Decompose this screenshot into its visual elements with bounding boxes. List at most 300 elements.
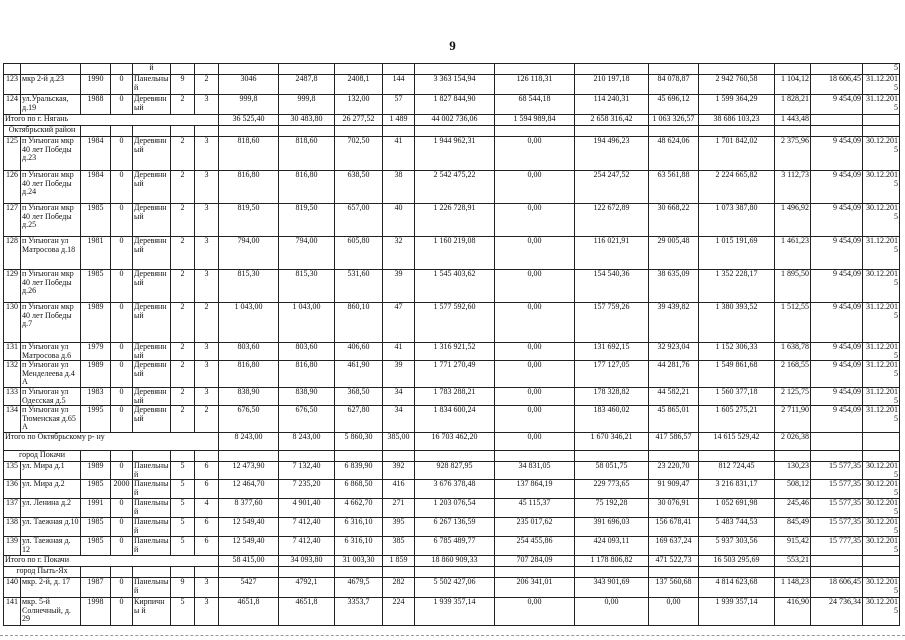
cell-total-area: 794,00 — [219, 237, 279, 270]
cell-number: 136 — [4, 480, 21, 499]
cell-material: Панельны й — [133, 462, 171, 480]
table-row — [4, 95, 900, 115]
cell-sections: 3 — [195, 95, 219, 115]
table-row — [4, 204, 900, 237]
section-label: город Пыть-Ях — [4, 567, 81, 578]
cell-empty — [863, 115, 900, 126]
cell-empty — [863, 433, 900, 451]
cell-empty — [495, 451, 575, 462]
cell-cost-fund: 0,00 — [495, 270, 575, 303]
cell-cost-total: 1 834 600,24 — [415, 406, 495, 433]
cell-area-3: 657,00 — [335, 204, 383, 237]
cell-floors: 5 — [171, 518, 195, 537]
cell-date: 31.12.201 5 — [863, 237, 900, 270]
cell-cost-region: 0,00 — [575, 598, 649, 626]
cell-cost-per-m2: 1 638,78 — [775, 343, 811, 361]
cell-number: 132 — [4, 361, 21, 388]
cell-total-area: 815,30 — [219, 270, 279, 303]
table-row-fragment — [4, 64, 900, 75]
cell-residents: 32 — [383, 237, 415, 270]
cell-cost-total: 3 363 154,94 — [415, 75, 495, 95]
cell-cost-region: 154 540,36 — [575, 270, 649, 303]
cell-cost-region: 75 192,28 — [575, 499, 649, 518]
cell-floors: 5 — [171, 480, 195, 499]
cell-year: 1991 — [81, 499, 111, 518]
cell-flag: 0 — [111, 204, 133, 237]
cell-cost-owners: 1 152 306,33 — [699, 343, 775, 361]
cell-total-area: 999,8 — [219, 95, 279, 115]
total-row — [4, 115, 900, 126]
cell-empty — [111, 451, 133, 462]
cell-material: Деревянн ый — [133, 303, 171, 343]
cell-empty — [171, 567, 195, 578]
cell-material: Панельны й — [133, 578, 171, 598]
cell-flag: 0 — [111, 270, 133, 303]
cell-flag: 0 — [111, 137, 133, 171]
table-row — [4, 361, 900, 388]
section-heading-row — [4, 567, 900, 578]
cell-address: ул. Мира д.1 — [21, 462, 81, 480]
table-row — [4, 462, 900, 480]
cell-date: 31.12.201 5 — [863, 303, 900, 343]
table-row — [4, 343, 900, 361]
cell-limit: 9 454,09 — [811, 137, 863, 171]
cell-limit: 24 736,34 — [811, 598, 863, 626]
cell-cost-fund: 0,00 — [495, 343, 575, 361]
cell-number: 137 — [4, 499, 21, 518]
cell-floors: 5 — [171, 537, 195, 556]
cell-residents: 40 — [383, 204, 415, 237]
cell-cost-region: 229 773,65 — [575, 480, 649, 499]
cell-cost-fund: 0,00 — [495, 388, 575, 406]
cell-sections: 4 — [195, 499, 219, 518]
cell-sections: 2 — [195, 75, 219, 95]
cell-cost-owners: 4 814 623,68 — [699, 578, 775, 598]
cell-area-2: 4 901,40 — [279, 499, 335, 518]
cell-number: 131 — [4, 343, 21, 361]
cell-cost-total: 16 703 462,20 — [415, 433, 495, 451]
cell-date: 30.12.201 5 — [863, 270, 900, 303]
cell-number: 126 — [4, 171, 21, 204]
cell-material: Панельны й — [133, 499, 171, 518]
cell-total-area: 819,50 — [219, 204, 279, 237]
cell-residents: 1 489 — [383, 115, 415, 126]
cell-cost-per-m2: 845,49 — [775, 518, 811, 537]
cell-cost-local: 471 522,73 — [649, 556, 699, 567]
cell-cost-region: 194 496,23 — [575, 137, 649, 171]
cell-flag: 0 — [111, 537, 133, 556]
cell-area-2: 2487,8 — [279, 75, 335, 95]
cell-cost-fund: 0,00 — [495, 361, 575, 388]
cell-residents: 1 859 — [383, 556, 415, 567]
cell-cost-region: 391 696,03 — [575, 518, 649, 537]
table-row — [4, 537, 900, 556]
cell-limit: 9 454,09 — [811, 388, 863, 406]
cell-limit: 9 454,09 — [811, 303, 863, 343]
cell-date: 30.12.201 5 — [863, 462, 900, 480]
cell-area-3: 132,00 — [335, 95, 383, 115]
cell-empty — [649, 126, 699, 137]
housing-register-table — [3, 63, 900, 626]
cell-cost-local: 137 560,68 — [649, 578, 699, 598]
cell-cost-per-m2: 1 512,55 — [775, 303, 811, 343]
cell-cost-total: 1 771 270,49 — [415, 361, 495, 388]
cell-limit: 15 577,35 — [811, 518, 863, 537]
cell-cost-region: 114 240,31 — [575, 95, 649, 115]
cell-area-3: 2408,1 — [335, 75, 383, 95]
cell-address: мкр. 2-й, д. 17 — [21, 578, 81, 598]
cell-year: 1984 — [81, 137, 111, 171]
cell-cost-per-m2: 2 168,55 — [775, 361, 811, 388]
table-row — [4, 270, 900, 303]
cell-limit: 18 606,45 — [811, 75, 863, 95]
cell-floors: 2 — [171, 406, 195, 433]
cell-cost-local: 30 076,91 — [649, 499, 699, 518]
cell-year: 1983 — [81, 388, 111, 406]
cell-empty — [649, 451, 699, 462]
cell-cost-local: 38 635,09 — [649, 270, 699, 303]
cell-sections: 3 — [195, 137, 219, 171]
cell-area-2: 816,80 — [279, 171, 335, 204]
cell-cost-local: 39 439,82 — [649, 303, 699, 343]
cell-cost-region: 131 692,15 — [575, 343, 649, 361]
cell-area-3: 26 277,52 — [335, 115, 383, 126]
cell-cost-owners: 1 015 191,69 — [699, 237, 775, 270]
cell-cost-per-m2: 130,23 — [775, 462, 811, 480]
cell-empty — [699, 567, 775, 578]
cell-date: 31.12.201 5 — [863, 343, 900, 361]
cell-cost-region: 2 658 316,42 — [575, 115, 649, 126]
cell-limit: 15 577,35 — [811, 462, 863, 480]
cell-number: 139 — [4, 537, 21, 556]
cell-empty — [415, 126, 495, 137]
cell-cost-fund: 0,00 — [495, 237, 575, 270]
cell-area-3: 31 003,30 — [335, 556, 383, 567]
cell-limit: 9 454,09 — [811, 204, 863, 237]
cell-cost-local: 417 586,57 — [649, 433, 699, 451]
cell-address: п Унъюган ул Менделеева д.4 А — [21, 361, 81, 388]
cell-address: п Унъюган мкр 40 лет Победы д.7 — [21, 303, 81, 343]
cell-date: 30.12.201 5 — [863, 598, 900, 626]
cell-address: ул.Уральская, д.19 — [21, 95, 81, 115]
cell-area-2: 8 243,00 — [279, 433, 335, 451]
cell-empty — [335, 451, 383, 462]
cell-material: Деревянн ый — [133, 343, 171, 361]
cell-cost-per-m2: 1 104,12 — [775, 75, 811, 95]
cell-cost-total: 2 542 475,22 — [415, 171, 495, 204]
cell-cost-fund: 254 455,86 — [495, 537, 575, 556]
cell-cost-per-m2: 1 443,48 — [775, 115, 811, 126]
cell-flag: 0 — [111, 75, 133, 95]
cell-year: 1981 — [81, 237, 111, 270]
table-row — [4, 388, 900, 406]
cell-cost-owners: 1 560 377,18 — [699, 388, 775, 406]
section-label: Октябрьский район — [4, 126, 81, 137]
cell-material: Панельны й — [133, 518, 171, 537]
cell-cost-total: 3 676 378,48 — [415, 480, 495, 499]
cell-area-3: 461,90 — [335, 361, 383, 388]
cell-material: Деревянн ый — [133, 388, 171, 406]
cell-empty — [863, 567, 900, 578]
cell-total-area: 803,60 — [219, 343, 279, 361]
cell-date: 31.12.201 5 — [863, 406, 900, 433]
cell-cost-region: 122 672,89 — [575, 204, 649, 237]
cell-area-2: 819,50 — [279, 204, 335, 237]
cell-residents: 38 — [383, 171, 415, 204]
cell-date: 5 — [863, 64, 900, 75]
cell-date: 30.12.201 5 — [863, 480, 900, 499]
cell-cost-owners: 1 701 842,02 — [699, 137, 775, 171]
cell-empty — [195, 451, 219, 462]
cell-empty — [81, 451, 111, 462]
cell-cost-owners: 16 503 295,69 — [699, 556, 775, 567]
cell-empty — [775, 126, 811, 137]
cell-cost-fund: 137 864,19 — [495, 480, 575, 499]
cell-empty — [495, 126, 575, 137]
cell-address: п Унъюган ул Матросова д.6 — [21, 343, 81, 361]
cell-area-2: 803,60 — [279, 343, 335, 361]
cell-cost-local: 23 220,70 — [649, 462, 699, 480]
cell-area-3: 368,50 — [335, 388, 383, 406]
cell-floors: 2 — [171, 270, 195, 303]
cell-date: 30.12.201 5 — [863, 499, 900, 518]
cell-total-area: 12 549,40 — [219, 537, 279, 556]
cell-empty — [575, 451, 649, 462]
cell-date: 30.12.201 5 — [863, 204, 900, 237]
cell-empty — [415, 451, 495, 462]
table-row — [4, 578, 900, 598]
cell-cost-local: 44 582,21 — [649, 388, 699, 406]
cell-flag: 0 — [111, 237, 133, 270]
cell-year: 1990 — [81, 75, 111, 95]
cell-cost-per-m2: 915,42 — [775, 537, 811, 556]
cell-cost-fund: 0,00 — [495, 433, 575, 451]
cell-floors: 9 — [171, 578, 195, 598]
cell-cost-owners: 2 942 760,58 — [699, 75, 775, 95]
cell-residents: 392 — [383, 462, 415, 480]
cell-empty — [383, 567, 415, 578]
cell-empty — [279, 567, 335, 578]
cell-cost-local: 169 637,24 — [649, 537, 699, 556]
cell-date: 30.12.201 5 — [863, 578, 900, 598]
cell-cost-fund: 34 831,05 — [495, 462, 575, 480]
cell-cost-total: 1 827 844,90 — [415, 95, 495, 115]
table-row — [4, 303, 900, 343]
cell-total-area: 4651,8 — [219, 598, 279, 626]
cell-material: Деревянн ый — [133, 95, 171, 115]
cell-residents: 39 — [383, 361, 415, 388]
cell-residents: 271 — [383, 499, 415, 518]
cell-cost-owners: 5 937 303,56 — [699, 537, 775, 556]
cell-residents: 416 — [383, 480, 415, 499]
cell-material: Панельны й — [133, 75, 171, 95]
cell-flag: 0 — [111, 499, 133, 518]
cell-floors: 5 — [171, 462, 195, 480]
cell-total-area: 8 377,60 — [219, 499, 279, 518]
cell-cost-region: 183 460,02 — [575, 406, 649, 433]
cell-material: й — [133, 64, 171, 75]
cell-area-2: 818,60 — [279, 137, 335, 171]
cell-sections: 3 — [195, 204, 219, 237]
cell-cost-owners: 1 380 393,52 — [699, 303, 775, 343]
cell-address: ул. Таежная д.10 — [21, 518, 81, 537]
cell-number: 129 — [4, 270, 21, 303]
cell-address: п Унъюган ул Тюменская д.65 А — [21, 406, 81, 433]
cell-empty — [81, 567, 111, 578]
cell-cost-per-m2: 2 711,90 — [775, 406, 811, 433]
table-row — [4, 137, 900, 171]
cell-area-2: 4651,8 — [279, 598, 335, 626]
cell-cost-per-m2: 1 496,92 — [775, 204, 811, 237]
cell-floors: 2 — [171, 303, 195, 343]
cell-empty — [133, 567, 171, 578]
cell-year: 1998 — [81, 598, 111, 626]
cell-limit: 18 606,45 — [811, 578, 863, 598]
cell-empty — [335, 126, 383, 137]
cell-cost-total: 1 203 076,54 — [415, 499, 495, 518]
cell-empty — [811, 556, 863, 567]
page-bottom-edge — [0, 635, 905, 638]
cell-year: 1989 — [81, 361, 111, 388]
cell-area-3: 627,80 — [335, 406, 383, 433]
cell-year: 1985 — [81, 518, 111, 537]
cell-cost-fund: 707 284,09 — [495, 556, 575, 567]
cell-residents: 144 — [383, 75, 415, 95]
cell-empty — [111, 567, 133, 578]
cell-cost-local: 63 561,88 — [649, 171, 699, 204]
cell-sections: 2 — [195, 303, 219, 343]
cell-cost-local: 91 909,47 — [649, 480, 699, 499]
cell-empty — [575, 126, 649, 137]
cell-cost-owners: 3 216 831,17 — [699, 480, 775, 499]
cell-year: 1985 — [81, 480, 111, 499]
cell-cost-local: 84 078,87 — [649, 75, 699, 95]
cell-cost-fund: 0,00 — [495, 303, 575, 343]
cell-cost-owners: 2 224 665,82 — [699, 171, 775, 204]
table-row — [4, 171, 900, 204]
cell-floors: 2 — [171, 343, 195, 361]
cell-limit: 15 577,35 — [811, 499, 863, 518]
cell-limit: 9 454,09 — [811, 406, 863, 433]
cell-flag: 0 — [111, 361, 133, 388]
cell-area-3: 605,80 — [335, 237, 383, 270]
cell-empty — [195, 126, 219, 137]
cell-cost-owners: 1 599 364,29 — [699, 95, 775, 115]
cell-cost-per-m2: 508,12 — [775, 480, 811, 499]
table-row — [4, 237, 900, 270]
cell-empty — [811, 567, 863, 578]
cell-number: 130 — [4, 303, 21, 343]
cell-area-3: 531,60 — [335, 270, 383, 303]
cell-limit: 15 577,35 — [811, 480, 863, 499]
cell-total-area: 818,60 — [219, 137, 279, 171]
cell-empty — [195, 567, 219, 578]
cell-flag: 0 — [111, 518, 133, 537]
total-label: Итого по г. Нягань — [4, 115, 219, 126]
cell-sections: 3 — [195, 598, 219, 626]
section-heading-row — [4, 451, 900, 462]
cell-cost-total: 6 267 136,59 — [415, 518, 495, 537]
cell-cost-fund: 126 118,31 — [495, 75, 575, 95]
table-row — [4, 598, 900, 626]
cell-year: 1988 — [81, 95, 111, 115]
cell-flag: 2000 — [111, 480, 133, 499]
cell-date: 30.12.201 5 — [863, 537, 900, 556]
cell-total-area: 58 415,00 — [219, 556, 279, 567]
cell-empty — [111, 126, 133, 137]
cell-cost-fund: 0,00 — [495, 406, 575, 433]
cell-cost-local: 32 923,04 — [649, 343, 699, 361]
cell-address: п Унъюган мкр 40 лет Победы д.26 — [21, 270, 81, 303]
cell-cost-region: 58 051,75 — [575, 462, 649, 480]
cell-material: Кирпичны й — [133, 598, 171, 626]
cell-flag: 0 — [111, 343, 133, 361]
cell-cost-local: 1 063 326,57 — [649, 115, 699, 126]
cell-area-3: 406,60 — [335, 343, 383, 361]
cell-empty — [81, 126, 111, 137]
cell-cost-total: 6 785 489,77 — [415, 537, 495, 556]
cell-residents: 47 — [383, 303, 415, 343]
cell-residents: 385 — [383, 537, 415, 556]
cell-limit: 9 454,09 — [811, 171, 863, 204]
cell-residents: 34 — [383, 406, 415, 433]
cell-area-2: 34 093,80 — [279, 556, 335, 567]
cell-address: п Унъюган мкр 40 лет Победы д.25 — [21, 204, 81, 237]
cell-cost-fund: 68 544,18 — [495, 95, 575, 115]
cell-cost-local: 29 005,48 — [649, 237, 699, 270]
cell-cost-fund: 45 115,37 — [495, 499, 575, 518]
cell-address: мкр. 5-й Солнечный, д. 29 — [21, 598, 81, 626]
cell-cost-total: 928 827,95 — [415, 462, 495, 480]
cell-number: 134 — [4, 406, 21, 433]
cell-area-3: 3353,7 — [335, 598, 383, 626]
cell-total-area: 838,90 — [219, 388, 279, 406]
cell-year: 1985 — [81, 204, 111, 237]
cell-empty — [699, 451, 775, 462]
cell-total-area: 12 464,70 — [219, 480, 279, 499]
cell-area-2: 1 043,00 — [279, 303, 335, 343]
cell-residents: 224 — [383, 598, 415, 626]
cell-cost-owners: 1 352 228,17 — [699, 270, 775, 303]
cell-sections: 6 — [195, 462, 219, 480]
cell-residents: 282 — [383, 578, 415, 598]
cell-area-2: 7 132,40 — [279, 462, 335, 480]
cell-empty — [279, 451, 335, 462]
cell-area-2: 7 412,40 — [279, 518, 335, 537]
cell-empty — [133, 126, 171, 137]
cell-material: Деревянн ый — [133, 137, 171, 171]
cell-floors: 2 — [171, 388, 195, 406]
cell-flag: 0 — [111, 95, 133, 115]
cell-flag: 0 — [111, 388, 133, 406]
cell-residents: 34 — [383, 388, 415, 406]
cell-year: 1987 — [81, 578, 111, 598]
cell-empty — [863, 451, 900, 462]
cell-cost-owners: 1 549 861,68 — [699, 361, 775, 388]
cell-number: 141 — [4, 598, 21, 626]
cell-area-2: 794,00 — [279, 237, 335, 270]
cell-limit: 9 454,09 — [811, 361, 863, 388]
cell-empty — [219, 126, 279, 137]
cell-date: 31.12.201 5 — [863, 75, 900, 95]
section-heading-row — [4, 126, 900, 137]
cell-address: ул. Таежная д. 12 — [21, 537, 81, 556]
cell-area-2: 676,50 — [279, 406, 335, 433]
cell-cost-region: 157 759,26 — [575, 303, 649, 343]
cell-cost-owners: 5 483 744,53 — [699, 518, 775, 537]
cell-residents: 41 — [383, 343, 415, 361]
cell-year: 1984 — [81, 171, 111, 204]
